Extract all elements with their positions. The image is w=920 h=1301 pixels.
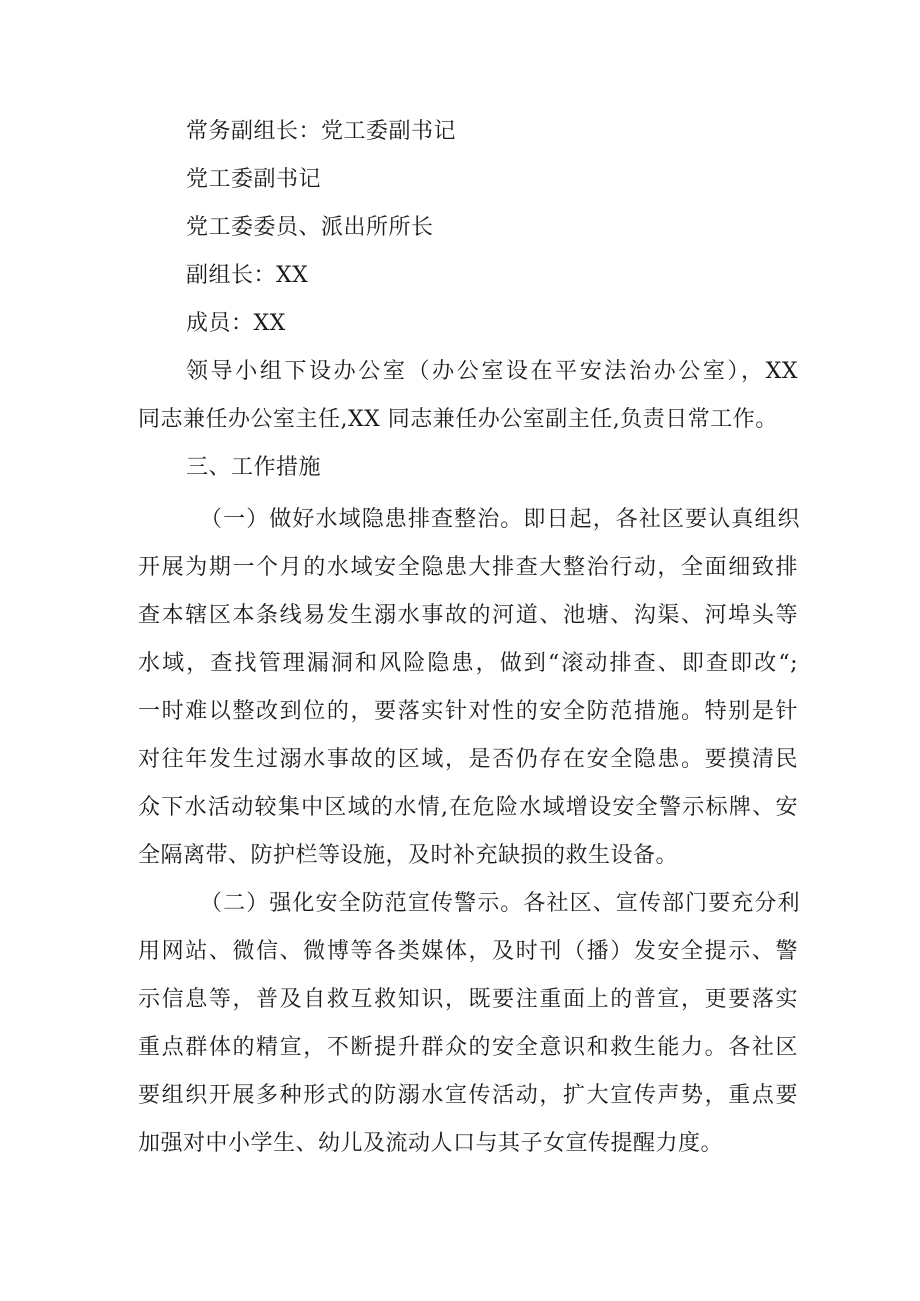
text-line: 一时难以整改到位的，要落实针对性的安全防范措施。特别是针 xyxy=(138,699,798,724)
text-line: 同志兼任办公室主任,XX 同志兼任办公室副主任,负责日常工作。 xyxy=(138,407,778,432)
text-line: 副组长：XX xyxy=(186,263,309,288)
text-line: 全隔离带、防护栏等设施，及时补充缺损的救生设备。 xyxy=(138,843,679,868)
text-line: 用网站、微信、微博等各类媒体，及时刊（播）发安全提示、警 xyxy=(138,939,798,964)
text-line: 成员：XX xyxy=(186,311,286,336)
text-line: 领导小组下设办公室（办公室设在平安法治办公室），XX xyxy=(186,359,798,384)
text-line: 查本辖区本条线易发生溺水事故的河道、池塘、沟渠、河埠头等 xyxy=(138,603,798,628)
text-line: 常务副组长：党工委副书记 xyxy=(186,119,457,144)
text-line: 党工委副书记 xyxy=(186,167,322,192)
text-line: （一）做好水域隐患排查整治。即日起，各社区要认真组织 xyxy=(200,507,800,532)
text-line: （二）强化安全防范宣传警示。各社区、宣传部门要充分利 xyxy=(200,891,800,916)
text-line: 要组织开展多种形式的防溺水宣传活动，扩大宣传声势，重点要 xyxy=(138,1083,798,1108)
text-line: 重点群体的精宣，不断提升群众的安全意识和救生能力。各社区 xyxy=(138,1035,798,1060)
text-line: 开展为期一个月的水域安全隐患大排查大整治行动，全面细致排 xyxy=(138,555,798,580)
text-line: 众下水活动较集中区域的水情,在危险水域增设安全警示标牌、安 xyxy=(138,795,798,820)
section-heading: 三、工作措施 xyxy=(186,455,322,480)
text-line: 对往年发生过溺水事故的区域，是否仍存在安全隐患。要摸清民 xyxy=(138,747,798,772)
text-line: 水域，查找管理漏洞和风险隐患，做到“滚动排查、即查即改“; xyxy=(138,651,798,676)
text-line: 党工委委员、派出所所长 xyxy=(186,215,434,240)
text-line: 示信息等，普及自救互救知识，既要注重面上的普宣，更要落实 xyxy=(138,987,798,1012)
text-line: 加强对中小学生、幼儿及流动人口与其子女宣传提醒力度。 xyxy=(138,1131,724,1156)
